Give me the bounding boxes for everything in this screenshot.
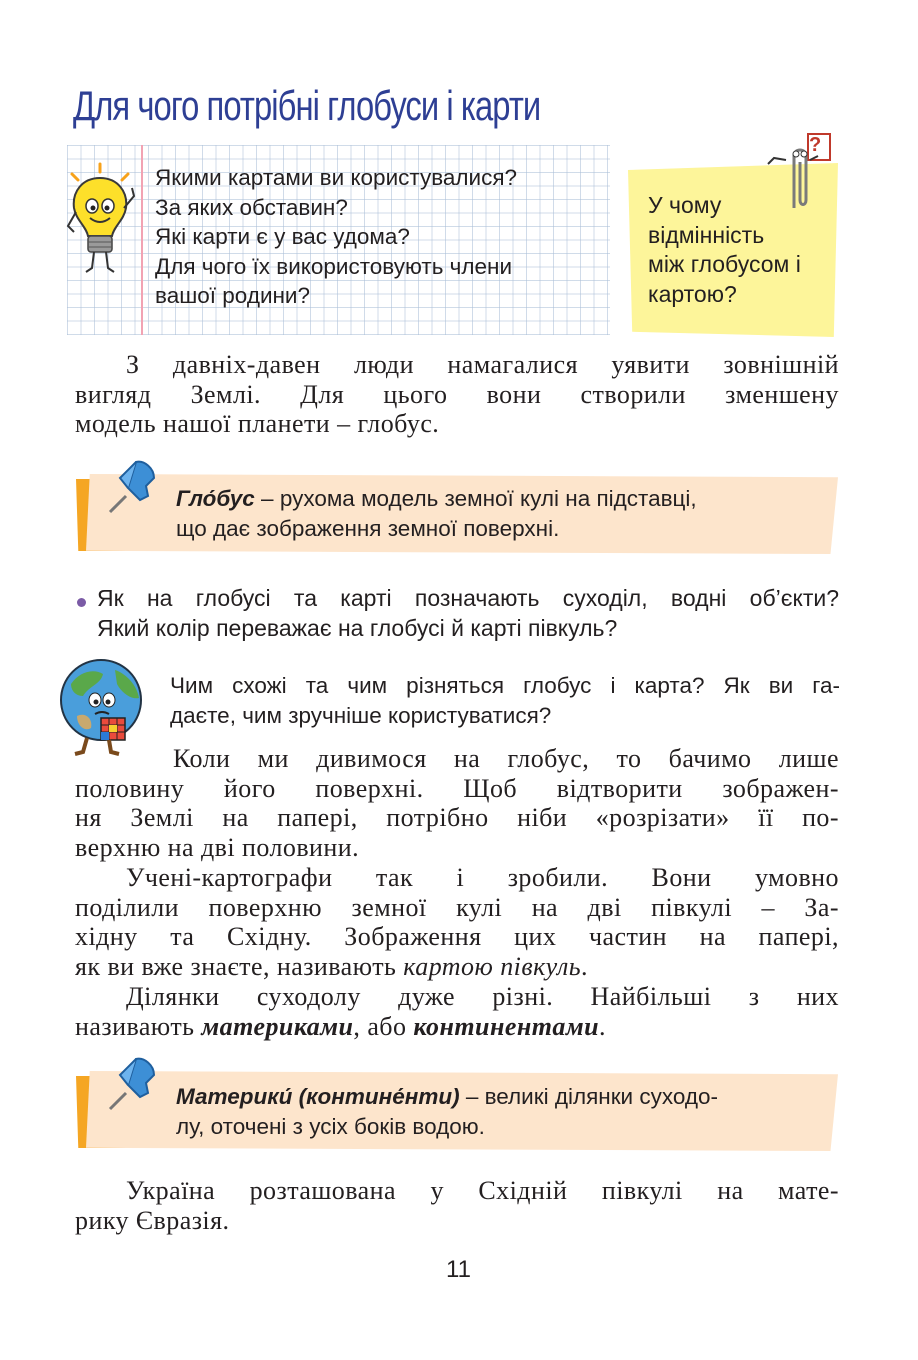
pushpin-icon [96,1053,162,1119]
text-span: називають [75,1011,202,1041]
globe-question-line: даєте, чим зручніше користуватися? [170,702,552,728]
page-number: 11 [446,1256,471,1283]
ukraine-paragraph [75,1176,839,1235]
paragraph-line: модель нашої планети – глобус. [75,409,440,439]
bullet-line: Який колір переважає на глобусі й карті півкуль? [97,614,618,641]
definition-line: лу, оточені з усіх боків водою. [176,1113,485,1139]
note-line: У чому [648,192,722,218]
globe-mascot-icon [57,656,157,756]
emphasis-term: картою півкуль [403,952,582,982]
pushpin-icon [96,456,162,522]
intro-paragraph [75,350,839,439]
paragraph-line [75,952,839,982]
paragraph-line: рику Євразія. [75,1205,230,1235]
text-span: як ви вже знаєте, називають [75,952,404,982]
emphasis-term: материками [201,1011,354,1041]
question-line: За яких обставин? [155,194,348,220]
question-line: Якими картами ви користувалися? [155,165,518,190]
paragraph-line: Ділянки суходолу дуже різні. Найбільші з них [126,982,839,1011]
body-paragraph-2 [75,863,839,982]
text-span: . [581,952,588,982]
paragraph-line: хідну та Східну. Зображення цих частин на папері, [75,922,839,952]
paragraph-line: поділили поверхню земної кулі на дві півкулі – За- [75,892,839,922]
bullet-dot [77,598,86,607]
text-span: . [599,1011,606,1041]
paragraph-line: Україна розташована у Східній півкулі на мате- [126,1176,839,1205]
page-title: Для чого потрібні глобуси і карти [73,82,541,129]
question-line: вашої родини? [155,283,311,308]
note-line: картою? [648,280,737,307]
definition-rest: – великі ділянки суходо- [459,1084,719,1109]
note-text [648,191,801,309]
globe-question [170,671,840,730]
emphasis-term: континентами [413,1011,600,1041]
definition-text-globe [176,484,822,543]
paragraph-line: Учені-картографи так і зробили. Вони умовно [126,863,839,892]
paragraph-line: половину його поверхні. Щоб відтворити зображен- [75,773,839,803]
note-line: відмінність [648,221,765,248]
question-mark-label: ? [809,134,822,156]
term-globe: Гло́бус [176,486,255,511]
body-paragraph-3 [75,982,839,1041]
globe-question-line: Чим схожі та чим різняться глобус і карта? Як ви га- [170,673,840,698]
question-line: Для чого їх використовують члени [155,253,513,279]
paragraph-line: Коли ми дивимося на глобус, то бачимо лише [173,744,839,773]
lightbulb-mascot-icon [64,160,142,278]
body-paragraph-1 [75,744,839,863]
paragraph-line [75,1012,839,1042]
question-line: Які карти є у вас удома? [155,224,410,249]
term-continents: Материки́ (контине́нти) [176,1084,460,1109]
paragraph-line: ня Землі на папері, потрібно ніби «розрізати» її по- [75,803,839,833]
text-span: , або [353,1011,414,1041]
paragraph-line: вигляд Землі. Для цього вони створили зменшену [75,379,839,409]
definition-rest: – рухома модель земної кулі на підставці, [254,486,697,511]
definition-line: що дає зображення земної поверхні. [176,515,560,541]
note-line: між глобусом і [648,251,801,277]
bullet-line: Як на глобусі та карті позначають суходіл, водні об’єкти? [97,585,839,611]
definition-text-continents [176,1082,822,1141]
paragraph-line: верхню на дві половини. [75,833,360,863]
paragraph-line: З давніх-давен люди намагалися уявити зовнішній [126,350,839,379]
